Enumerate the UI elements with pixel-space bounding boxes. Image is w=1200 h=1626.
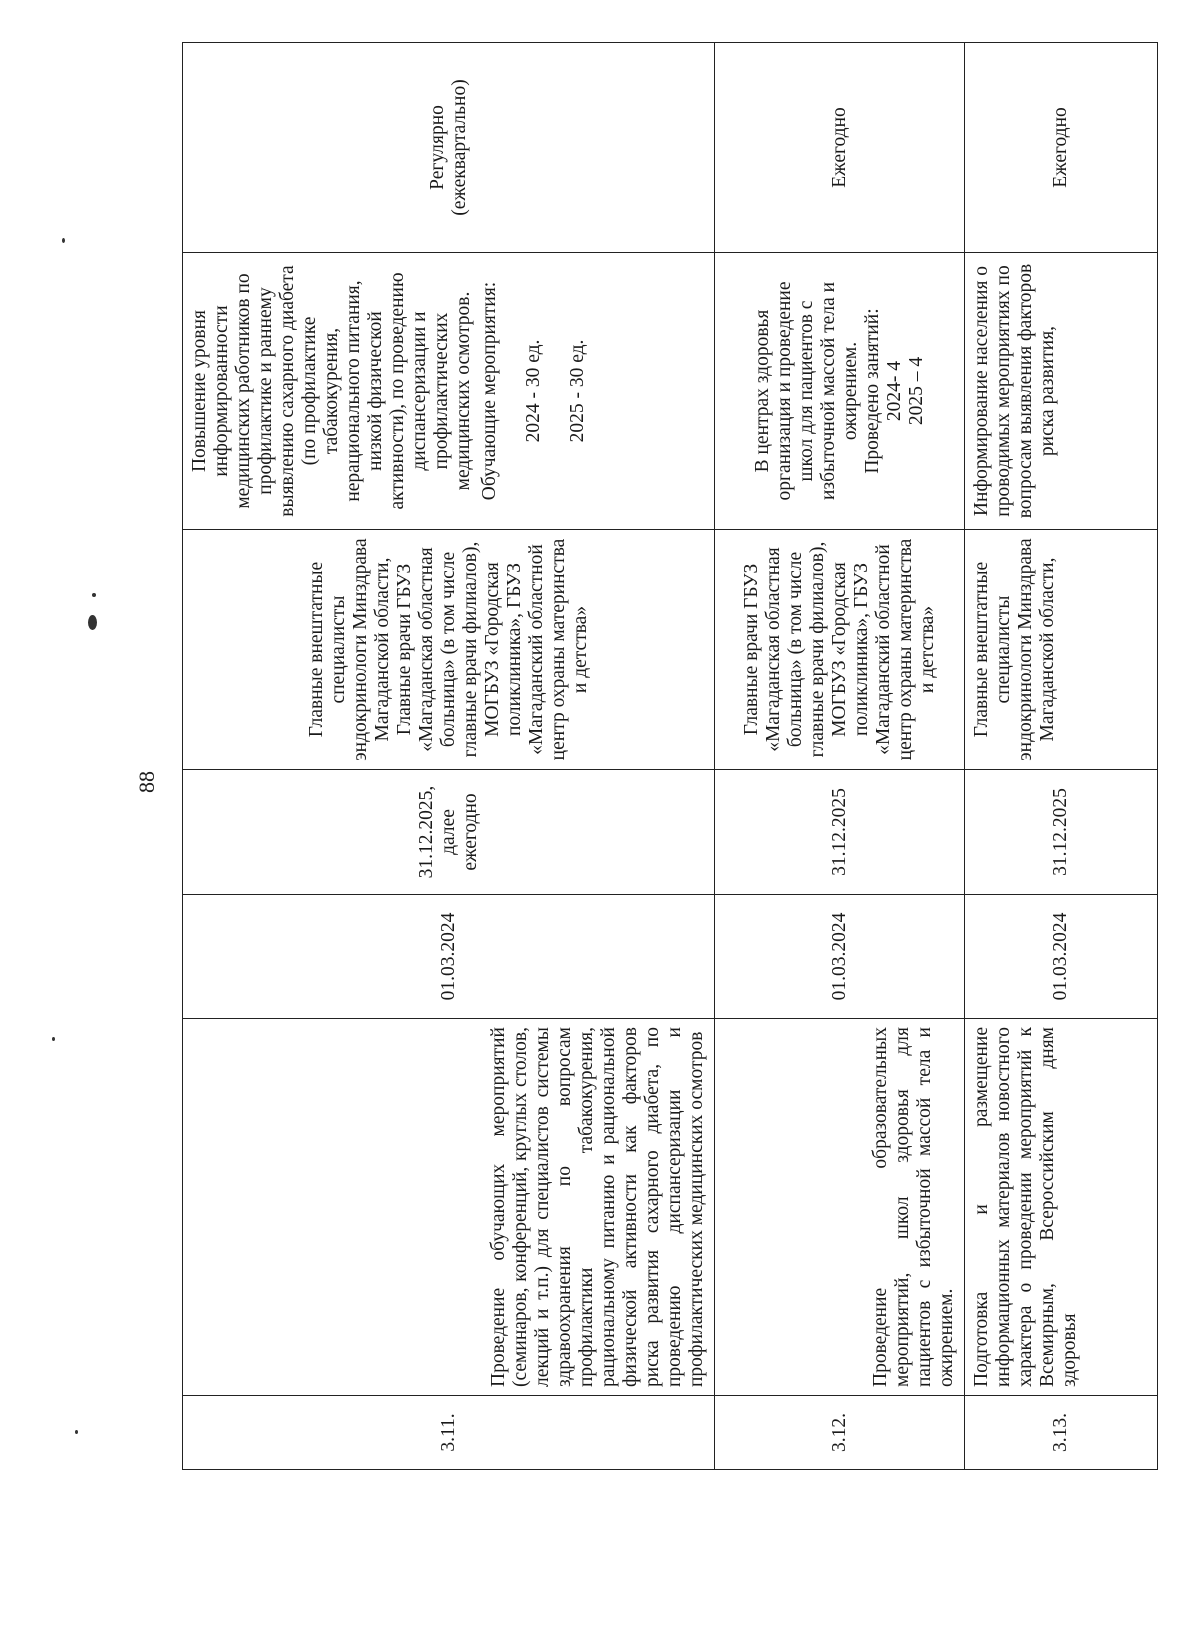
row-description: Проведение обучающих мероприятий (семинаров, конференций, круглых столов, лекций и т.п.) для специалистов системы здравоохранения по вопросам профилактики табакокурения, рациональному питанию и рациональной физической активности как факторов риска развития сахарного диабета, по проведению диспансеризации и профилактических медицинских осмотров [183,1019,715,1396]
frequency: Ежегодно [715,43,965,253]
result-line: 2025 – 4 [905,356,927,426]
frequency: Ежегодно [965,43,1158,253]
row-number: 3.12. [715,1396,965,1470]
expected-result [715,253,965,530]
end-date: 31.12.2025 [715,770,965,895]
scan-speck [62,238,65,243]
measures-table [182,42,1158,1470]
page-number: 88 [134,771,159,793]
result-line: 2024- 4 [883,360,905,422]
table-row [965,43,1158,1470]
row-description: Проведение образовательных мероприятий, школ здоровья для пациентов с избыточной массой тела и ожирением. [715,1019,965,1396]
row-description: Подготовка и размещение информационных материалов новостного характера о проведении мероприятий к Всемирным, Всероссийским дням здоровья [965,1019,1158,1396]
result-line: В центрах здоровья организация и проведение школ для пациентов с избыточной массой тела и ожирением. [751,281,861,501]
result-line: 2025 - 30 ед. [567,339,588,443]
scan-speck [88,615,97,630]
responsible-executors: Главные врачи ГБУЗ «Магаданская областная больница» (в том числе главные врачи филиалов), МОГБУЗ «Городская поликлиника», ГБУЗ «Магаданский областной центр охраны материнства и детства» [715,530,965,770]
start-date: 01.03.2024 [183,895,715,1019]
result-line: Обучающие мероприятия: [479,281,500,501]
scan-speck [52,1037,55,1041]
result-line: Повышение уровня информированности медицинских работников по профилактике и раннему выявлению сахарного диабета (по профилактике табакокурения, нерационального питания, низкой физической активности), по проведению диспансеризации и профилактических медицинских осмотров. [189,265,474,517]
result-line: 2024 - 30 ед. [523,339,544,443]
result-line: Информирование населения о проводимых мероприятиях по вопросам выявления факторов риска развития, [971,263,1058,519]
responsible-executors: Главные внештатные специалисты эндокринологи Минздрава Магаданской области, Главные врачи ГБУЗ «Магаданская областная больница» (в том числе главные врачи филиалов), МОГБУЗ «Городская поликлиника», ГБУЗ «Магаданский областной центр охраны материнства и детства» [183,530,715,770]
row-number: 3.11. [183,1396,715,1470]
expected-result [183,253,715,530]
table-row [715,43,965,1470]
scan-speck [92,593,96,597]
start-date: 01.03.2024 [965,895,1158,1019]
responsible-executors: Главные внештатные специалисты эндокринологи Минздрава Магаданской области, [965,530,1158,770]
expected-result [965,253,1158,530]
result-line: Проведено занятий: [861,308,883,474]
rotated-table-wrapper [182,43,1157,1470]
start-date: 01.03.2024 [715,895,965,1019]
scan-speck [75,1430,78,1434]
end-date: 31.12.2025, далее ежегодно [183,770,715,895]
row-number: 3.13. [965,1396,1158,1470]
frequency: Регулярно (ежеквартально) [183,43,715,253]
table-row [183,43,715,1470]
end-date: 31.12.2025 [965,770,1158,895]
